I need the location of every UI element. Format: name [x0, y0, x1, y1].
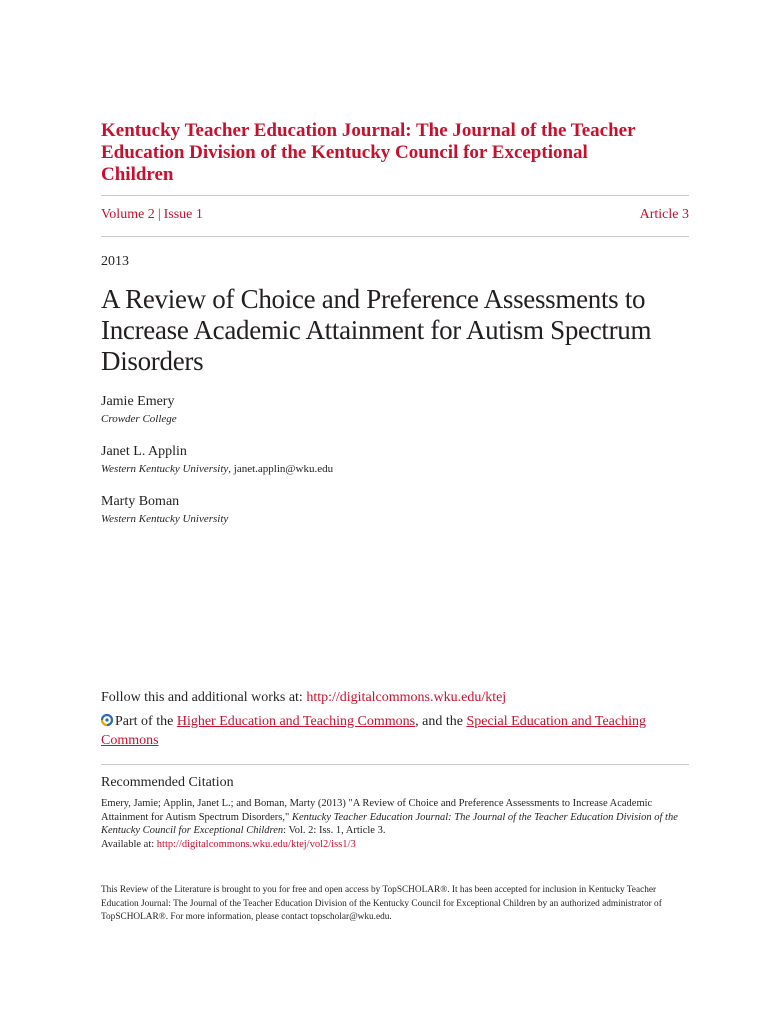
author-affiliation: [101, 512, 228, 527]
author-institution: Crowder College: [101, 413, 177, 425]
author-2: [101, 443, 333, 477]
part-of-prefix: Part of the: [115, 714, 177, 729]
author-email[interactable]: , janet.applin@wku.edu: [228, 463, 334, 475]
special-education-commons-link[interactable]: Special Education and Teaching Commons: [101, 714, 646, 748]
author-affiliation: [101, 462, 333, 477]
volume-issue: [101, 207, 203, 223]
follow-url-link[interactable]: http://digitalcommons.wku.edu/ktej: [306, 690, 507, 705]
citation-volume: : Vol. 2: Iss. 1, Article 3.: [283, 825, 386, 837]
volume-link[interactable]: Volume 2: [101, 207, 155, 222]
article-number[interactable]: Article 3: [639, 207, 689, 222]
divider-bottom: [101, 236, 689, 237]
separator: |: [157, 207, 161, 222]
author-name: Janet L. Applin: [101, 444, 187, 459]
author-affiliation: [101, 412, 177, 427]
author-name: Marty Boman: [101, 494, 180, 509]
volume-issue-row: [101, 207, 689, 223]
divider-citation: [101, 764, 689, 765]
citation-journal: Kentucky Teacher Education Journal: The Journal of the Teacher Education Division of the Kentucky Council for Exceptional Children: [101, 811, 678, 837]
available-url-link[interactable]: http://digitalcommons.wku.edu/ktej/vol2/iss1/3: [156, 838, 356, 850]
author-institution: Western Kentucky University: [101, 463, 229, 475]
author-3: [101, 493, 228, 527]
citation-text: [101, 797, 681, 851]
open-access-icon: [99, 713, 115, 727]
follow-text: Follow this and additional works at:: [101, 690, 307, 705]
article-title: A Review of Choice and Preference Assessments to Increase Academic Attainment for Autism Spectrum Disorders: [101, 284, 652, 376]
follow-line: [101, 690, 506, 706]
recommended-citation-heading: Recommended Citation: [101, 775, 234, 790]
author-name: Jamie Emery: [101, 394, 175, 409]
part-of-line: [101, 712, 689, 750]
publication-year: 2013: [101, 254, 129, 269]
journal-title[interactable]: Kentucky Teacher Education Journal: The Journal of the Teacher Education Division of the Kentucky Council for Exceptional Children: [101, 120, 636, 185]
part-of-middle: , and the: [415, 714, 467, 729]
citation-body: Emery, Jamie; Applin, Janet L.; and Boman, Marty (2013) "A Review of Choice and Preference Assessments to Increase Academic Attainment for Autism Spectrum Disorders,": [101, 798, 653, 823]
available-prefix: Available at:: [101, 838, 157, 850]
author-1: [101, 393, 177, 427]
higher-education-commons-link[interactable]: Higher Education and Teaching Commons: [176, 714, 416, 729]
footer-note: This Review of the Literature is brought to you for free and open access by TopSCHOLAR®. It has been accepted for inclusion in Kentucky Teacher Education Journal: The Journal of the Teacher Education Division of the Kentucky Council for Exceptional Children by an authorized administrator of TopSCHOLAR®. For more information, please contact topscholar@wku.edu.: [101, 885, 662, 922]
divider-top: [101, 195, 689, 196]
author-institution: Western Kentucky University: [101, 513, 229, 525]
issue-link[interactable]: Issue 1: [163, 207, 203, 222]
